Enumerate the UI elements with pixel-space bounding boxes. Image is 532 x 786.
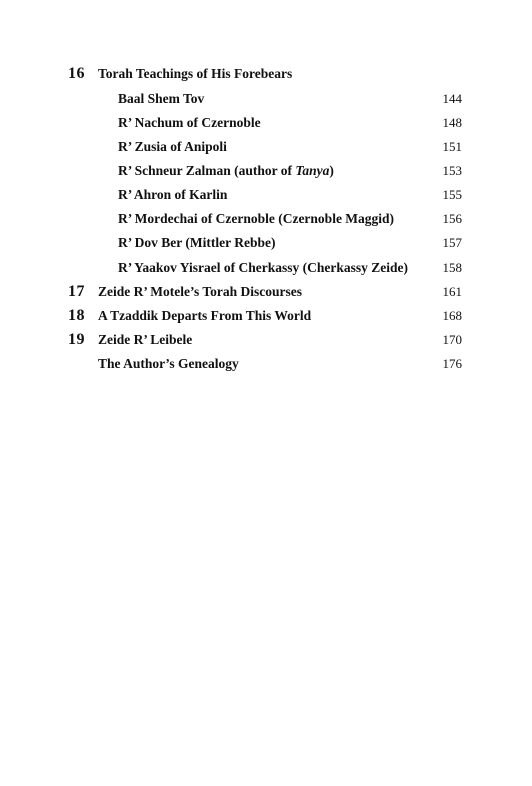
page-number: 170 <box>442 332 462 347</box>
book-title-italic: Tanya <box>295 163 330 178</box>
section-title-post: ) <box>329 163 334 178</box>
chapter-title: Zeide R’ Motele’s Torah Discourses <box>98 284 302 299</box>
page-number: 157 <box>442 235 462 250</box>
section-title: Baal Shem Tov <box>118 91 205 106</box>
section-title: R’ Dov Ber (Mittler Rebbe) <box>118 235 276 250</box>
section-title <box>118 161 334 181</box>
page-number: 151 <box>442 139 462 154</box>
chapter-18-entry <box>0 306 532 326</box>
chapter-title: Torah Teachings of His Forebears <box>98 66 293 81</box>
page-number: 144 <box>442 91 462 106</box>
section-entry <box>0 233 532 253</box>
chapter-number: 16 <box>68 65 85 82</box>
section-entry <box>0 209 532 229</box>
section-entry <box>0 137 532 157</box>
chapter-title: Zeide R’ Leibele <box>98 332 193 347</box>
section-title: R’ Yaakov Yisrael of Cherkassy (Cherkassy Zeide) <box>118 260 408 275</box>
appendix-title: The Author’s Genealogy <box>98 356 239 371</box>
section-title: R’ Zusia of Anipoli <box>118 139 227 154</box>
page-number: 148 <box>442 115 462 130</box>
page-number: 158 <box>442 260 462 275</box>
section-entry <box>0 161 532 181</box>
genealogy-entry <box>0 354 532 374</box>
chapter-number: 18 <box>68 307 85 324</box>
section-title-pre: R’ Schneur Zalman (author of <box>118 163 296 178</box>
chapter-16-entry <box>0 64 532 84</box>
section-entry <box>0 258 532 278</box>
section-title: R’ Mordechai of Czernoble (Czernoble Maggid) <box>118 211 395 226</box>
page-number: 156 <box>442 211 462 226</box>
page-number: 155 <box>442 187 462 202</box>
section-entry <box>0 113 532 133</box>
page-number: 161 <box>442 284 462 299</box>
chapter-19-entry <box>0 330 532 350</box>
chapter-17-entry <box>0 282 532 302</box>
section-entry <box>0 89 532 109</box>
page-number: 153 <box>442 163 462 178</box>
section-title: R’ Nachum of Czernoble <box>118 115 261 130</box>
page-number: 176 <box>442 356 462 371</box>
section-title: R’ Ahron of Karlin <box>118 187 228 202</box>
section-entry <box>0 185 532 205</box>
chapter-number: 19 <box>68 331 85 348</box>
chapter-number: 17 <box>68 283 85 300</box>
page-number: 168 <box>442 308 462 323</box>
chapter-title: A Tzaddik Departs From This World <box>98 308 312 323</box>
